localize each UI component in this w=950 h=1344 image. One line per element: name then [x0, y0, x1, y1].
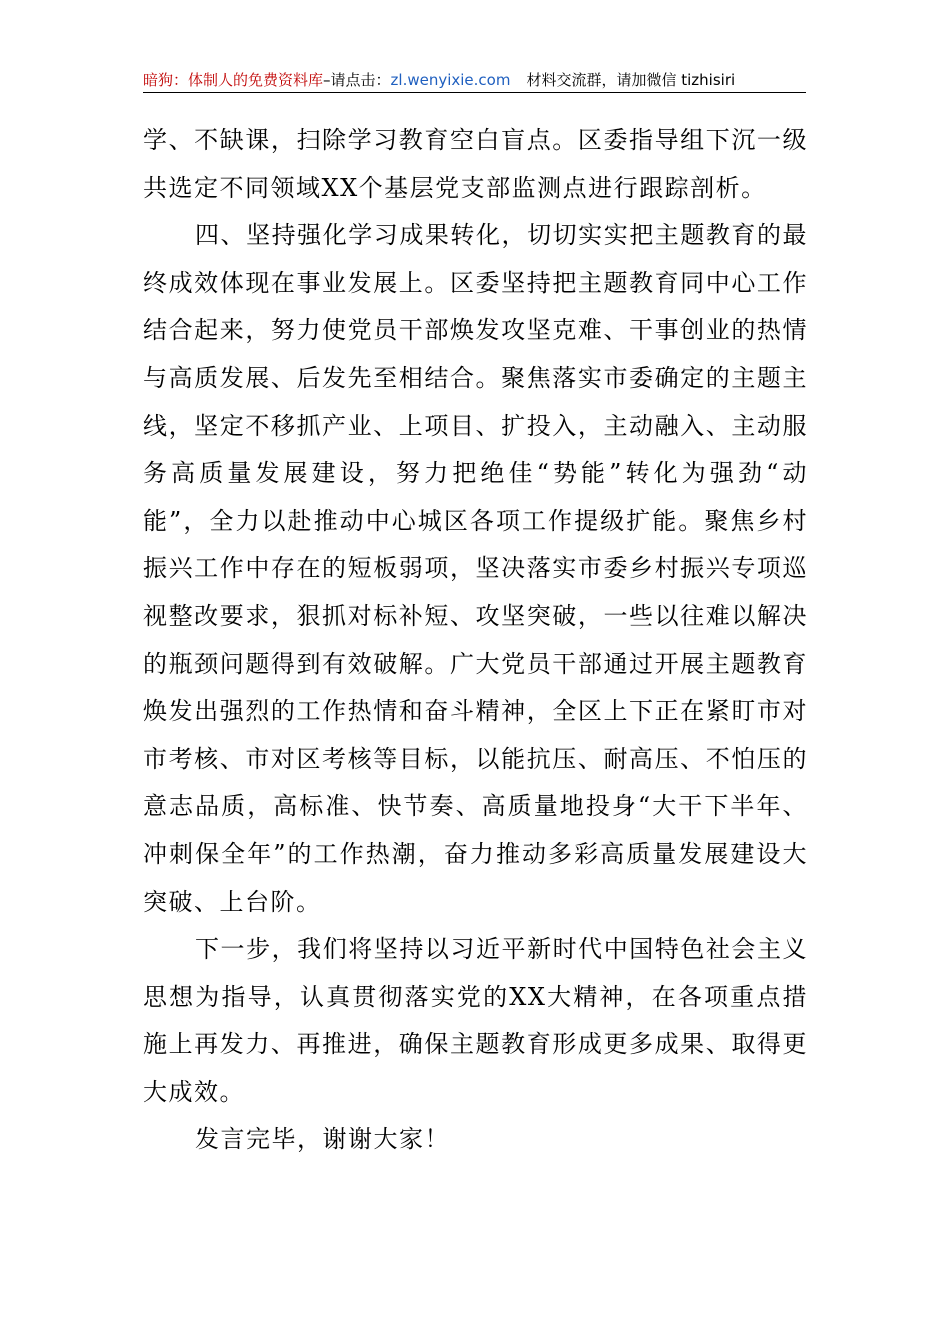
header-group-text: 材料交流群，请加微信 tizhisiri [526, 71, 736, 89]
header-promo-text: 暗狗：体制人的免费资料库 [143, 71, 324, 89]
paragraph-continuation: 学、不缺课，扫除学习教育空白盲点。区委指导组下沉一级共选定不同领域XX个基层党支部监测点进行跟踪剖析。 [143, 126, 808, 202]
header-click-label: –请点击： [323, 71, 391, 89]
paragraph-section-four: 四、坚持强化学习成果转化，切切实实把主题教育的最终成效体现在事业发展上。区委坚持把主题教育同中心工作结合起来，努力使党员干部焕发攻坚克难、干事创业的热情与高质发展、后发先至相结合。聚焦落实市委确定的主题主线，坚定不移抓产业、上项目、扩投入，主动融入、主动服务高质量发展建设，努力把绝佳“势能”转化为强劲“动能”，全力以赴推动中心城区各项工作提级扩能。聚焦乡村振兴工作中存在的短板弱项，坚决落实市委乡村振兴专项巡视整改要求，狠抓对标补短、攻坚突破，一些以往难以解决的瓶颈问题得到有效破解。广大党员干部通过开展主题教育焕发出强烈的工作热情和奋斗精神，全区上下正在紧盯市对市考核、市对区考核等目标，以能抗压、耐高压、不怕压的意志品质，高标准、快节奏、高质量地投身“大干下半年、冲刺保全年”的工作热潮，奋力推动多彩高质量发展建设大突破、上台阶。 [143, 221, 808, 916]
header-link[interactable]: zl.wenyixie.com [390, 71, 511, 89]
paragraph-closing: 发言完毕，谢谢大家！ [195, 1125, 450, 1154]
page-header [143, 68, 806, 93]
document-body [143, 117, 808, 1164]
paragraph-next-step: 下一步，我们将坚持以习近平新时代中国特色社会主义思想为指导，认真贯彻落实党的XX大精神，在各项重点措施上再发力、再推进，确保主题教育形成更多成果、取得更大成效。 [143, 935, 808, 1106]
